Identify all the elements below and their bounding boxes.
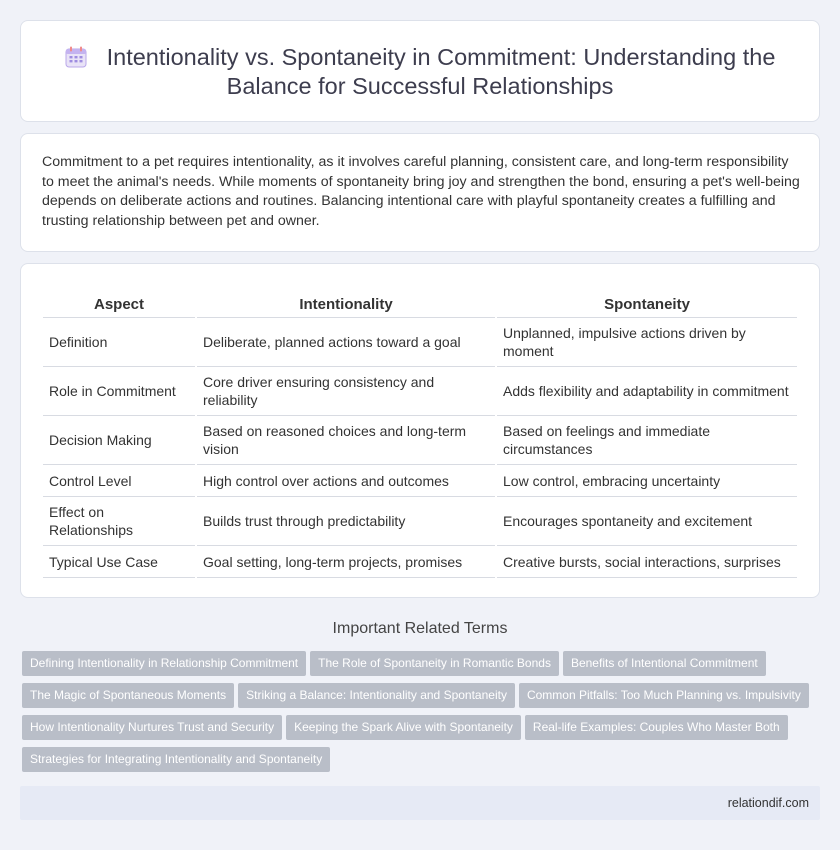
cell-spontaneity: Low control, embracing uncertainty [497,465,797,497]
cell-intentionality: Deliberate, planned actions toward a goal [197,318,495,367]
cell-aspect: Decision Making [43,416,195,465]
table-row [43,416,797,465]
intro-card [20,133,820,252]
related-term-tag[interactable]: The Magic of Spontaneous Moments [22,683,234,708]
related-term-tag[interactable]: The Role of Spontaneity in Romantic Bonds [310,651,559,676]
related-term-tag[interactable]: How Intentionality Nurtures Trust and Security [22,715,282,740]
page-title: Intentionality vs. Spontaneity in Commitment: Understanding the Balance for Successful Relationships [106,44,776,99]
footer-site-link[interactable]: relationdif.com [727,796,809,810]
comparison-card [20,263,820,598]
footer [20,786,820,820]
related-term-tag[interactable]: Strategies for Integrating Intentionality and Spontaneity [22,747,330,772]
related-term-tag[interactable]: Real-life Examples: Couples Who Master Both [525,715,788,740]
cell-aspect: Typical Use Case [43,546,195,578]
cell-spontaneity: Adds flexibility and adaptability in commitment [497,367,797,416]
related-terms-list [22,651,822,779]
cell-spontaneity: Based on feelings and immediate circumstances [497,416,797,465]
related-term-tag[interactable]: Defining Intentionality in Relationship Commitment [22,651,306,676]
table-row [43,318,797,367]
cell-spontaneity: Encourages spontaneity and excitement [497,497,797,546]
table-row [43,465,797,497]
cell-intentionality: Goal setting, long-term projects, promises [197,546,495,578]
header-spontaneity: Spontaneity [497,294,797,318]
cell-aspect: Definition [43,318,195,367]
related-term-tag[interactable]: Keeping the Spark Alive with Spontaneity [286,715,521,740]
header-card [20,20,820,122]
header-aspect: Aspect [43,294,195,318]
page-title-wrap [21,43,819,101]
comparison-table [41,294,799,578]
cell-intentionality: Builds trust through predictability [197,497,495,546]
calendar-icon [65,46,87,68]
related-term-tag[interactable]: Common Pitfalls: Too Much Planning vs. Impulsivity [519,683,809,708]
cell-intentionality: High control over actions and outcomes [197,465,495,497]
cell-spontaneity: Unplanned, impulsive actions driven by moment [497,318,797,367]
cell-aspect: Role in Commitment [43,367,195,416]
intro-text: Commitment to a pet requires intentionality, as it involves careful planning, consistent care, and long-term responsibility to meet the animal's needs. While moments of spontaneity bring joy and strengthen the bond, ensuring a pet's well-being depends on deliberate actions and routines. Balancing intentional care with playful spontaneity creates a fulfilling and trusting relationship between pet and owner. [42,154,800,229]
table-row [43,497,797,546]
cell-aspect: Effect on Relationships [43,497,195,546]
cell-intentionality: Based on reasoned choices and long-term vision [197,416,495,465]
table-row [43,546,797,578]
related-term-tag[interactable]: Striking a Balance: Intentionality and Spontaneity [238,683,515,708]
table-header-row [43,294,797,318]
cell-aspect: Control Level [43,465,195,497]
cell-intentionality: Core driver ensuring consistency and reliability [197,367,495,416]
related-terms-title: Important Related Terms [332,620,508,637]
table-row [43,367,797,416]
header-intentionality: Intentionality [197,294,495,318]
cell-spontaneity: Creative bursts, social interactions, surprises [497,546,797,578]
related-term-tag[interactable]: Benefits of Intentional Commitment [563,651,766,676]
